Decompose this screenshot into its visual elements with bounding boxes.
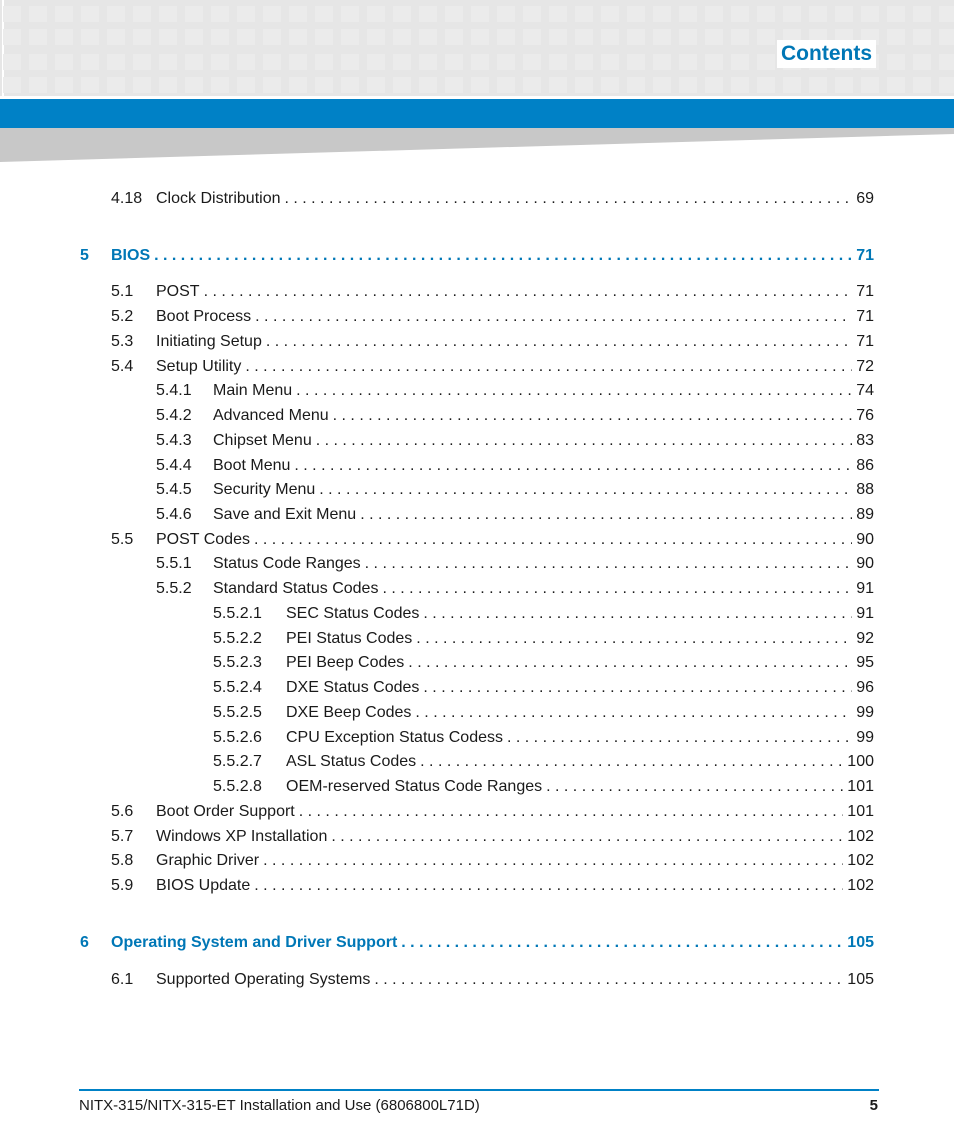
toc-entry-number: 6 bbox=[80, 934, 89, 951]
pattern-square bbox=[107, 77, 125, 93]
toc-entry-page: 91 bbox=[856, 580, 874, 597]
pattern-square bbox=[549, 54, 567, 70]
toc-entry[interactable] bbox=[0, 578, 954, 600]
toc-entry-number: 5.5.2.4 bbox=[213, 679, 262, 696]
toc-dot-leader bbox=[266, 331, 852, 353]
pattern-square bbox=[341, 54, 359, 70]
toc-entry-number: 5.5.2.2 bbox=[213, 630, 262, 647]
toc-entry-title: Boot Process bbox=[156, 308, 252, 325]
toc-entry-number: 5.4.1 bbox=[156, 382, 192, 399]
pattern-square bbox=[315, 77, 333, 93]
toc-entry[interactable] bbox=[0, 652, 954, 674]
toc-entry-number: 5.5.2.7 bbox=[213, 753, 262, 770]
pattern-square bbox=[601, 29, 619, 45]
pattern-square bbox=[523, 6, 541, 22]
toc-entry[interactable] bbox=[0, 405, 954, 427]
toc-entry-title: DXE Status Codes bbox=[286, 679, 420, 696]
toc-entry-page: 105 bbox=[847, 971, 874, 988]
toc-entry-page: 89 bbox=[856, 506, 874, 523]
pattern-square bbox=[653, 6, 671, 22]
toc-entry-number: 5.4.3 bbox=[156, 432, 192, 449]
pattern-square bbox=[601, 77, 619, 93]
toc-entry[interactable] bbox=[0, 430, 954, 452]
pattern-square bbox=[367, 54, 385, 70]
toc-entry[interactable] bbox=[0, 281, 954, 303]
toc-entry-page: 91 bbox=[856, 605, 874, 622]
toc-dot-leader bbox=[408, 652, 852, 674]
pattern-square bbox=[341, 29, 359, 45]
pattern-square bbox=[367, 6, 385, 22]
toc-entry-page: 74 bbox=[856, 382, 874, 399]
pattern-square bbox=[393, 29, 411, 45]
toc-dot-leader bbox=[415, 702, 852, 724]
toc-entry-number: 5.5.2.8 bbox=[213, 778, 262, 795]
pattern-square bbox=[445, 77, 463, 93]
pattern-square bbox=[731, 29, 749, 45]
toc-dot-leader bbox=[331, 826, 843, 848]
toc-entry-page: 99 bbox=[856, 729, 874, 746]
toc-dot-leader bbox=[254, 875, 843, 897]
toc-dot-leader bbox=[546, 776, 843, 798]
pattern-square bbox=[601, 6, 619, 22]
pattern-square bbox=[679, 29, 697, 45]
toc-entry-page: 71 bbox=[856, 247, 874, 264]
pattern-square bbox=[341, 77, 359, 93]
pattern-square bbox=[3, 6, 21, 22]
toc-dot-leader bbox=[423, 603, 852, 625]
toc-entry-title: Supported Operating Systems bbox=[156, 971, 371, 988]
toc-entry-number: 5.4.6 bbox=[156, 506, 192, 523]
pattern-square bbox=[705, 29, 723, 45]
pattern-square bbox=[315, 29, 333, 45]
pattern-square bbox=[419, 54, 437, 70]
pattern-square bbox=[627, 77, 645, 93]
toc-entry-title: Boot Order Support bbox=[156, 803, 295, 820]
toc-entry[interactable] bbox=[0, 969, 954, 991]
pattern-square bbox=[471, 29, 489, 45]
toc-entry[interactable] bbox=[0, 188, 954, 210]
pattern-square bbox=[471, 77, 489, 93]
toc-entry[interactable] bbox=[0, 504, 954, 526]
pattern-square bbox=[81, 6, 99, 22]
pattern-square bbox=[29, 29, 47, 45]
pattern-square bbox=[913, 6, 931, 22]
toc-entry-number: 5.5.1 bbox=[156, 555, 192, 572]
pattern-square bbox=[81, 77, 99, 93]
toc-entry-title: POST bbox=[156, 283, 200, 300]
pattern-square bbox=[107, 54, 125, 70]
toc-entry[interactable] bbox=[0, 702, 954, 724]
pattern-square bbox=[939, 54, 954, 70]
pattern-square bbox=[861, 6, 879, 22]
pattern-square bbox=[731, 54, 749, 70]
pattern-square bbox=[913, 29, 931, 45]
toc-entry-page: 102 bbox=[847, 828, 874, 845]
pattern-square bbox=[81, 54, 99, 70]
toc-entry-page: 99 bbox=[856, 704, 874, 721]
pattern-square bbox=[705, 54, 723, 70]
toc-dot-leader bbox=[255, 306, 852, 328]
pattern-square bbox=[133, 6, 151, 22]
toc-entry[interactable] bbox=[0, 628, 954, 650]
toc-entry[interactable] bbox=[0, 727, 954, 749]
pattern-square bbox=[861, 77, 879, 93]
pattern-square bbox=[367, 29, 385, 45]
pattern-square bbox=[679, 6, 697, 22]
pattern-square bbox=[705, 77, 723, 93]
toc-dot-leader bbox=[204, 281, 853, 303]
toc-entry[interactable] bbox=[0, 529, 954, 551]
pattern-square bbox=[445, 54, 463, 70]
toc-dot-leader bbox=[382, 578, 852, 600]
toc-dot-leader bbox=[245, 356, 852, 378]
pattern-square bbox=[679, 77, 697, 93]
pattern-square bbox=[315, 54, 333, 70]
pattern-square bbox=[55, 29, 73, 45]
toc-entry-title: Status Code Ranges bbox=[213, 555, 361, 572]
pattern-square bbox=[211, 77, 229, 93]
toc-entry[interactable] bbox=[0, 875, 954, 897]
toc-entry-page: 72 bbox=[856, 358, 874, 375]
toc-dot-leader bbox=[316, 430, 852, 452]
pattern-square bbox=[263, 54, 281, 70]
toc-entry-page: 90 bbox=[856, 531, 874, 548]
toc-chapter-entry[interactable] bbox=[0, 932, 954, 954]
pattern-square bbox=[315, 6, 333, 22]
pattern-square bbox=[731, 77, 749, 93]
pattern-square bbox=[627, 54, 645, 70]
toc-entry-title: Save and Exit Menu bbox=[213, 506, 357, 523]
toc-dot-leader bbox=[360, 504, 852, 526]
toc-entry-page: 102 bbox=[847, 877, 874, 894]
toc-entry[interactable] bbox=[0, 479, 954, 501]
pattern-square bbox=[549, 6, 567, 22]
pattern-square bbox=[497, 77, 515, 93]
pattern-square bbox=[263, 29, 281, 45]
toc-entry-number: 5.4.2 bbox=[156, 407, 192, 424]
pattern-square bbox=[471, 6, 489, 22]
toc-entry-number: 5.5 bbox=[111, 531, 134, 548]
pattern-square bbox=[159, 77, 177, 93]
pattern-square bbox=[471, 54, 489, 70]
pattern-square bbox=[263, 77, 281, 93]
toc-chapter-entry[interactable] bbox=[0, 245, 954, 267]
pattern-square bbox=[575, 6, 593, 22]
pattern-square bbox=[3, 54, 21, 70]
toc-entry-number: 5.3 bbox=[111, 333, 134, 350]
toc-entry-page: 102 bbox=[847, 852, 874, 869]
toc-entry[interactable] bbox=[0, 677, 954, 699]
toc-entry-title: PEI Status Codes bbox=[286, 630, 413, 647]
toc-entry-page: 69 bbox=[856, 190, 874, 207]
toc-entry-page: 86 bbox=[856, 457, 874, 474]
toc-entry-title: Clock Distribution bbox=[156, 190, 281, 207]
pattern-square bbox=[29, 54, 47, 70]
toc-dot-leader bbox=[333, 405, 853, 427]
pattern-square bbox=[289, 77, 307, 93]
toc-entry-page: 100 bbox=[847, 753, 874, 770]
pattern-square bbox=[185, 29, 203, 45]
toc-entry[interactable] bbox=[0, 356, 954, 378]
pattern-square bbox=[159, 29, 177, 45]
toc-dot-leader bbox=[154, 245, 852, 267]
toc-entry-title: Initiating Setup bbox=[156, 333, 262, 350]
toc-dot-leader bbox=[420, 751, 843, 773]
pattern-square bbox=[523, 77, 541, 93]
toc-dot-leader bbox=[416, 628, 852, 650]
toc-entry[interactable] bbox=[0, 776, 954, 798]
pattern-square bbox=[783, 77, 801, 93]
pattern-square bbox=[497, 29, 515, 45]
pattern-square bbox=[81, 29, 99, 45]
toc-dot-leader bbox=[365, 553, 853, 575]
toc-entry-page: 71 bbox=[856, 283, 874, 300]
pattern-square bbox=[393, 6, 411, 22]
header-grey-wedge bbox=[0, 128, 954, 162]
pattern-square bbox=[445, 6, 463, 22]
pattern-square bbox=[133, 54, 151, 70]
toc-entry[interactable] bbox=[0, 826, 954, 848]
pattern-square bbox=[29, 6, 47, 22]
pattern-square bbox=[497, 54, 515, 70]
toc-entry-number: 5.4.4 bbox=[156, 457, 192, 474]
pattern-square bbox=[497, 6, 515, 22]
pattern-square bbox=[185, 54, 203, 70]
pattern-square bbox=[809, 6, 827, 22]
toc-entry[interactable] bbox=[0, 380, 954, 402]
pattern-square bbox=[419, 6, 437, 22]
pattern-square bbox=[835, 6, 853, 22]
pattern-square bbox=[237, 54, 255, 70]
header-blue-bar bbox=[0, 99, 954, 128]
pattern-square bbox=[757, 6, 775, 22]
pattern-square bbox=[419, 29, 437, 45]
pattern-square bbox=[29, 77, 47, 93]
toc-entry-title: Windows XP Installation bbox=[156, 828, 328, 845]
toc-entry-number: 5.6 bbox=[111, 803, 134, 820]
toc-entry[interactable] bbox=[0, 331, 954, 353]
toc-entry[interactable] bbox=[0, 801, 954, 823]
pattern-square bbox=[887, 77, 905, 93]
pattern-square bbox=[185, 6, 203, 22]
toc-dot-leader bbox=[423, 677, 852, 699]
toc-entry-number: 5.5.2.5 bbox=[213, 704, 262, 721]
toc-entry-page: 96 bbox=[856, 679, 874, 696]
toc-dot-leader bbox=[401, 932, 843, 954]
pattern-square bbox=[133, 29, 151, 45]
toc-entry[interactable] bbox=[0, 553, 954, 575]
toc-entry-title: Graphic Driver bbox=[156, 852, 260, 869]
toc-entry-title: Boot Menu bbox=[213, 457, 291, 474]
toc-entry[interactable] bbox=[0, 306, 954, 328]
toc-entry-title: Advanced Menu bbox=[213, 407, 329, 424]
toc-dot-leader bbox=[374, 969, 843, 991]
toc-entry-title: Main Menu bbox=[213, 382, 293, 399]
pattern-square bbox=[523, 29, 541, 45]
toc-entry-page: 88 bbox=[856, 481, 874, 498]
pattern-square bbox=[653, 29, 671, 45]
pattern-square bbox=[211, 54, 229, 70]
pattern-square bbox=[159, 6, 177, 22]
toc-entry-number: 5.4 bbox=[111, 358, 134, 375]
toc-entry-number: 5.2 bbox=[111, 308, 134, 325]
pattern-square bbox=[835, 77, 853, 93]
toc-entry-title: SEC Status Codes bbox=[286, 605, 420, 622]
toc-entry[interactable] bbox=[0, 455, 954, 477]
pattern-square bbox=[211, 6, 229, 22]
pattern-square bbox=[887, 54, 905, 70]
pattern-square bbox=[263, 6, 281, 22]
pattern-square bbox=[887, 6, 905, 22]
pattern-square bbox=[237, 77, 255, 93]
pattern-square bbox=[289, 54, 307, 70]
toc-entry-page: 76 bbox=[856, 407, 874, 424]
toc-entry-page: 101 bbox=[847, 778, 874, 795]
pattern-square bbox=[575, 29, 593, 45]
toc-entry-page: 105 bbox=[847, 934, 874, 951]
pattern-square bbox=[341, 6, 359, 22]
pattern-square bbox=[939, 6, 954, 22]
toc-dot-leader bbox=[319, 479, 852, 501]
pattern-square bbox=[289, 6, 307, 22]
toc-entry-page: 71 bbox=[856, 308, 874, 325]
toc-entry-page: 95 bbox=[856, 654, 874, 671]
pattern-square bbox=[939, 29, 954, 45]
toc-entry-number: 5.5.2.6 bbox=[213, 729, 262, 746]
toc-entry-number: 5 bbox=[80, 247, 89, 264]
toc-entry-title: CPU Exception Status Codess bbox=[286, 729, 503, 746]
pattern-square bbox=[3, 77, 21, 93]
toc-entry-number: 4.18 bbox=[111, 190, 143, 207]
pattern-square bbox=[913, 54, 931, 70]
pattern-square bbox=[939, 77, 954, 93]
footer-page-number: 5 bbox=[869, 1097, 878, 1114]
pattern-square bbox=[237, 29, 255, 45]
footer-doc-title: NITX-315/NITX-315-ET Installation and Use (6806800L71D) bbox=[79, 1097, 480, 1114]
toc-entry-title: PEI Beep Codes bbox=[286, 654, 405, 671]
pattern-square bbox=[887, 29, 905, 45]
pattern-square bbox=[731, 6, 749, 22]
toc-entry-page: 92 bbox=[856, 630, 874, 647]
toc-entry-title: OEM-reserved Status Code Ranges bbox=[286, 778, 543, 795]
pattern-square bbox=[367, 77, 385, 93]
toc-entry-title: BIOS Update bbox=[156, 877, 251, 894]
toc-entry-number: 5.4.5 bbox=[156, 481, 192, 498]
pattern-square bbox=[653, 54, 671, 70]
pattern-square bbox=[55, 54, 73, 70]
toc-entry-number: 5.5.2.1 bbox=[213, 605, 262, 622]
toc-dot-leader bbox=[263, 850, 843, 872]
toc-entry-title: ASL Status Codes bbox=[286, 753, 417, 770]
pattern-square bbox=[3, 29, 21, 45]
pattern-square bbox=[601, 54, 619, 70]
toc-entry-number: 5.9 bbox=[111, 877, 134, 894]
pattern-square bbox=[757, 54, 775, 70]
pattern-square bbox=[757, 29, 775, 45]
pattern-square bbox=[107, 6, 125, 22]
pattern-square bbox=[575, 54, 593, 70]
pattern-square bbox=[783, 6, 801, 22]
toc-entry[interactable] bbox=[0, 751, 954, 773]
pattern-square bbox=[705, 6, 723, 22]
pattern-square bbox=[393, 77, 411, 93]
pattern-square bbox=[133, 77, 151, 93]
toc-entry-page: 71 bbox=[856, 333, 874, 350]
pattern-square bbox=[523, 54, 541, 70]
pattern-square bbox=[159, 54, 177, 70]
pattern-square bbox=[913, 77, 931, 93]
pattern-square bbox=[55, 77, 73, 93]
page-title: Contents bbox=[777, 40, 876, 68]
toc-dot-leader bbox=[299, 801, 844, 823]
toc-dot-leader bbox=[507, 727, 852, 749]
footer-rule bbox=[79, 1089, 879, 1091]
toc-entry-title: Security Menu bbox=[213, 481, 316, 498]
toc-entry-title: Setup Utility bbox=[156, 358, 242, 375]
toc-entry-title: POST Codes bbox=[156, 531, 250, 548]
pattern-square bbox=[419, 77, 437, 93]
toc-entry-title: BIOS bbox=[111, 247, 151, 264]
toc-entry-title: Chipset Menu bbox=[213, 432, 312, 449]
pattern-square bbox=[445, 29, 463, 45]
pattern-square bbox=[679, 54, 697, 70]
pattern-square bbox=[627, 29, 645, 45]
toc-dot-leader bbox=[254, 529, 852, 551]
pattern-square bbox=[653, 77, 671, 93]
pattern-square bbox=[757, 77, 775, 93]
pattern-square bbox=[549, 29, 567, 45]
pattern-square bbox=[809, 77, 827, 93]
pattern-square bbox=[237, 6, 255, 22]
pattern-square bbox=[185, 77, 203, 93]
pattern-square bbox=[575, 77, 593, 93]
toc-entry-title: Standard Status Codes bbox=[213, 580, 379, 597]
toc-entry-number: 5.8 bbox=[111, 852, 134, 869]
toc-entry-number: 5.5.2.3 bbox=[213, 654, 262, 671]
toc-entry-title: Operating System and Driver Support bbox=[111, 934, 398, 951]
toc-entry[interactable] bbox=[0, 603, 954, 625]
toc-dot-leader bbox=[296, 380, 852, 402]
toc-entry-number: 6.1 bbox=[111, 971, 134, 988]
pattern-square bbox=[393, 54, 411, 70]
pattern-square bbox=[55, 6, 73, 22]
toc-entry-number: 5.7 bbox=[111, 828, 134, 845]
toc-entry-number: 5.1 bbox=[111, 283, 134, 300]
pattern-square bbox=[211, 29, 229, 45]
toc-dot-leader bbox=[294, 455, 852, 477]
toc-entry-page: 83 bbox=[856, 432, 874, 449]
pattern-square bbox=[549, 77, 567, 93]
toc-entry-page: 101 bbox=[847, 803, 874, 820]
toc-entry-number: 5.5.2 bbox=[156, 580, 192, 597]
toc-entry-page: 90 bbox=[856, 555, 874, 572]
toc-entry[interactable] bbox=[0, 850, 954, 872]
pattern-square bbox=[289, 29, 307, 45]
pattern-square bbox=[107, 29, 125, 45]
toc-entry-title: DXE Beep Codes bbox=[286, 704, 412, 721]
toc-dot-leader bbox=[284, 188, 852, 210]
pattern-square bbox=[627, 6, 645, 22]
